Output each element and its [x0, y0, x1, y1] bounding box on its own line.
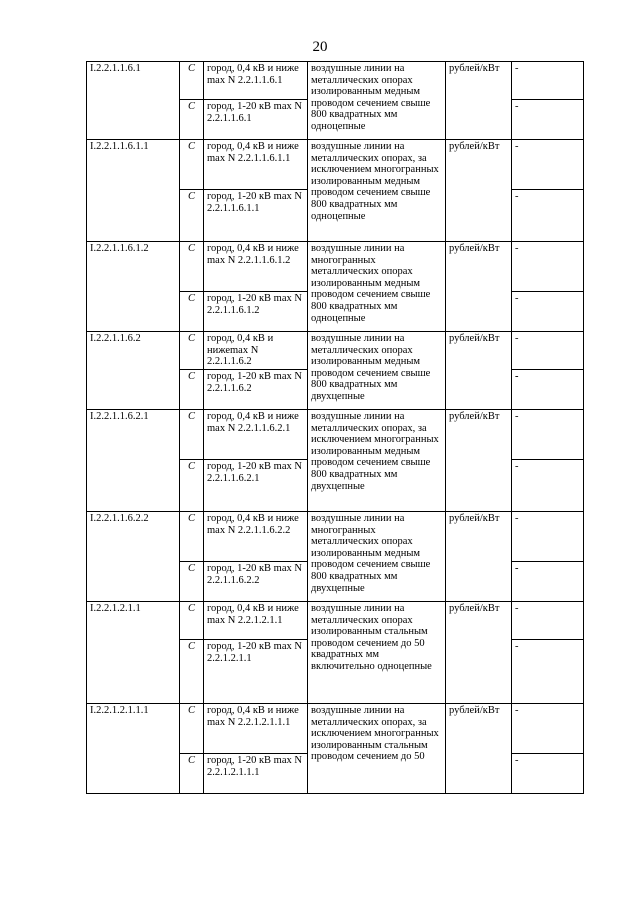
unit-cell: рублей/кВт	[446, 410, 512, 512]
territory-letter: C	[180, 410, 204, 460]
row-code: I.2.2.1.1.6.1.1	[87, 140, 180, 242]
territory-letter: C	[180, 460, 204, 512]
table-row	[87, 332, 584, 370]
unit-cell: рублей/кВт	[446, 62, 512, 140]
line-description: воздушные линии на металлических опорах, за исключением многогранных изолированным медным проводом сечением свыше 800 квадратных мм двухцепные	[308, 410, 446, 512]
territory-letter: C	[180, 754, 204, 794]
table-row	[87, 62, 584, 100]
voltage-cell: город, 1-20 кВ max N 2.2.1.1.6.2	[204, 370, 308, 410]
unit-cell: рублей/кВт	[446, 332, 512, 410]
voltage-cell: город, 1-20 кВ max N 2.2.1.2.1.1	[204, 640, 308, 704]
territory-letter: C	[180, 704, 204, 754]
voltage-cell: город, 1-20 кВ max N 2.2.1.1.6.1.2	[204, 292, 308, 332]
voltage-cell: город, 0,4 кВ и ниже max N 2.2.1.2.1.1	[204, 602, 308, 640]
territory-letter: C	[180, 562, 204, 602]
line-description: воздушные линии на металлических опорах изолированным медным проводом сечением свыше 800 квадратных мм двухцепные	[308, 332, 446, 410]
table-row	[87, 512, 584, 562]
value-cell: -	[512, 140, 584, 190]
value-cell: -	[512, 460, 584, 512]
value-cell: -	[512, 640, 584, 704]
line-description: воздушные линии на многогранных металлических опорах изолированным медным проводом сечением свыше 800 квадратных мм двухцепные	[308, 512, 446, 602]
voltage-cell: город, 0,4 кВ и ниже max N 2.2.1.1.6.2.2	[204, 512, 308, 562]
territory-letter: C	[180, 242, 204, 292]
value-cell: -	[512, 190, 584, 242]
territory-letter: C	[180, 140, 204, 190]
unit-cell: рублей/кВт	[446, 602, 512, 704]
table-row	[87, 242, 584, 292]
page-number: 20	[312, 39, 328, 55]
value-cell: -	[512, 410, 584, 460]
value-cell: -	[512, 512, 584, 562]
value-cell: -	[512, 602, 584, 640]
territory-letter: C	[180, 640, 204, 704]
tariff-table-body	[87, 62, 584, 794]
line-description: воздушные линии на многогранных металлических опорах изолированным медным проводом сечением свыше 800 квадратных мм одноцепные	[308, 242, 446, 332]
value-cell: -	[512, 754, 584, 794]
territory-letter: C	[180, 370, 204, 410]
voltage-cell: город, 0,4 кВ и ниже max N 2.2.1.1.6.1	[204, 62, 308, 100]
row-code: I.2.2.1.1.6.1	[87, 62, 180, 140]
territory-letter: C	[180, 602, 204, 640]
row-code: I.2.2.1.1.6.2.2	[87, 512, 180, 602]
row-code: I.2.2.1.1.6.2	[87, 332, 180, 410]
voltage-cell: город, 0,4 кВ и ниже max N 2.2.1.1.6.2.1	[204, 410, 308, 460]
line-description: воздушные линии на металлических опорах, за исключением многогранных изолированным медным проводом сечением свыше 800 квадратных мм одноцепные	[308, 140, 446, 242]
voltage-cell: город, 1-20 кВ max N 2.2.1.1.6.2.2	[204, 562, 308, 602]
unit-cell: рублей/кВт	[446, 242, 512, 332]
unit-cell: рублей/кВт	[446, 140, 512, 242]
table-row	[87, 140, 584, 190]
territory-letter: C	[180, 292, 204, 332]
value-cell: -	[512, 100, 584, 140]
unit-cell: рублей/кВт	[446, 512, 512, 602]
voltage-cell: город, 0,4 кВ и ниже max N 2.2.1.1.6.1.1	[204, 140, 308, 190]
voltage-cell: город, 1-20 кВ max N 2.2.1.1.6.2.1	[204, 460, 308, 512]
row-code: I.2.2.1.2.1.1	[87, 602, 180, 704]
line-description: воздушные линии на металлических опорах изолированным стальным проводом сечением до 50 квадратных мм включительно одноцепные	[308, 602, 446, 704]
territory-letter: C	[180, 62, 204, 100]
line-description: воздушные линии на металлических опорах изолированным медным проводом сечением свыше 800 квадратных мм одноцепные	[308, 62, 446, 140]
table-row	[87, 410, 584, 460]
row-code: I.2.2.1.1.6.2.1	[87, 410, 180, 512]
value-cell: -	[512, 242, 584, 292]
voltage-cell: город, 0,4 кВ и нижеmax N 2.2.1.1.6.2	[204, 332, 308, 370]
tariff-table	[86, 61, 584, 794]
row-code: I.2.2.1.1.6.1.2	[87, 242, 180, 332]
line-description: воздушные линии на металлических опорах, за исключением многогранных изолированным стальным проводом сечением до 50	[308, 704, 446, 794]
voltage-cell: город, 0,4 кВ и ниже max N 2.2.1.2.1.1.1	[204, 704, 308, 754]
territory-letter: C	[180, 100, 204, 140]
value-cell: -	[512, 332, 584, 370]
table-row	[87, 704, 584, 754]
voltage-cell: город, 1-20 кВ max N 2.2.1.1.6.1	[204, 100, 308, 140]
territory-letter: C	[180, 332, 204, 370]
unit-cell: рублей/кВт	[446, 704, 512, 794]
voltage-cell: город, 0,4 кВ и ниже max N 2.2.1.1.6.1.2	[204, 242, 308, 292]
value-cell: -	[512, 562, 584, 602]
territory-letter: C	[180, 190, 204, 242]
table-row	[87, 602, 584, 640]
territory-letter: C	[180, 512, 204, 562]
voltage-cell: город, 1-20 кВ max N 2.2.1.1.6.1.1	[204, 190, 308, 242]
row-code: I.2.2.1.2.1.1.1	[87, 704, 180, 794]
voltage-cell: город, 1-20 кВ max N 2.2.1.2.1.1.1	[204, 754, 308, 794]
value-cell: -	[512, 62, 584, 100]
value-cell: -	[512, 370, 584, 410]
value-cell: -	[512, 292, 584, 332]
value-cell: -	[512, 704, 584, 754]
